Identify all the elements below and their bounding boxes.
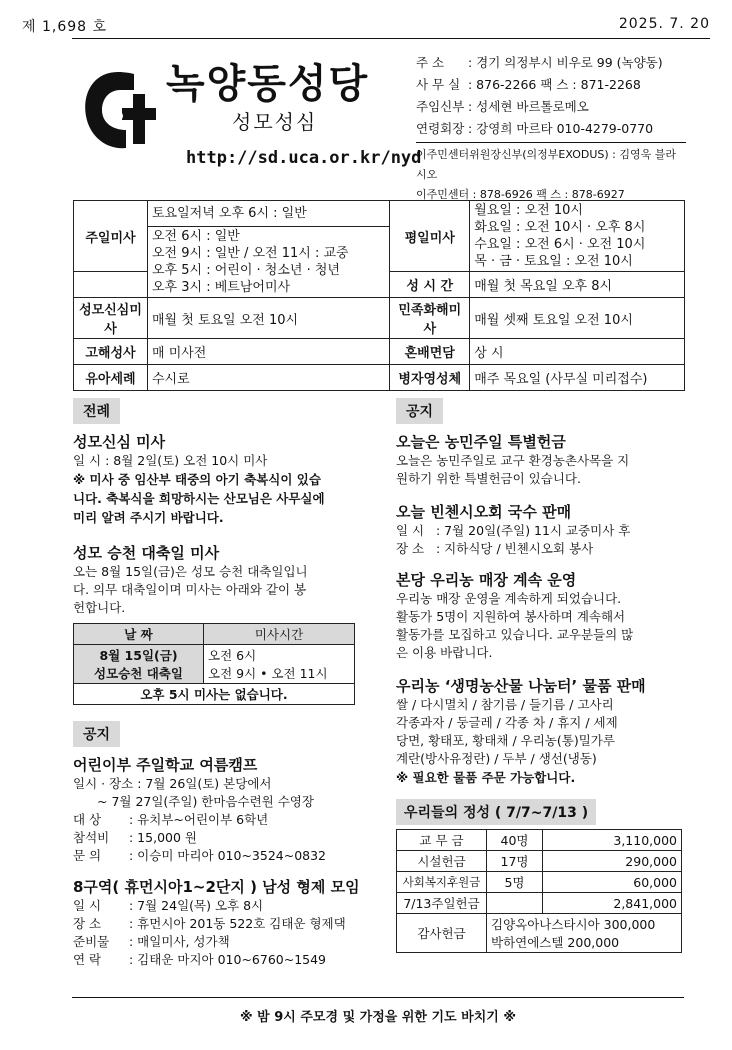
confession-value: 매 미사전 xyxy=(148,339,390,365)
men-meeting-title: 8구역( 휴먼시아1~2단지 ) 남성 형제 모임 xyxy=(73,878,360,896)
camp-contact: 문 의 : 이승미 마리아 010~3524~0832 xyxy=(73,848,327,863)
parish-subtitle: 성모성심 xyxy=(232,110,318,134)
info-office: 사 무 실 : 876-2266 팩 스 : 871-2268 xyxy=(416,77,641,92)
farmers-text: 오늘은 농민주일로 교구 환경농촌사목을 지 xyxy=(396,453,630,468)
thanks-donor: 박하연에스텔 200,000 xyxy=(491,935,620,950)
nation-value: 매월 셋째 토요일 오전 10시 xyxy=(470,298,685,339)
thanks-label: 감사헌금 xyxy=(397,914,487,953)
sacred-heart-mass-time: 일 시 : 8월 2일(토) 오전 10시 미사 xyxy=(73,453,268,468)
no-evening-mass-note: 오후 5시 미사는 없습니다. xyxy=(74,684,355,705)
baptism-label: 유아세례 xyxy=(74,365,148,391)
noodle-place: 장 소 : 지하식당 / 빈첸시오회 봉사 xyxy=(396,541,594,556)
offering-table xyxy=(396,829,682,953)
notice-tag-left: 공지 xyxy=(73,721,120,747)
woori-store-title: 본당 우리농 매장 계속 운영 xyxy=(396,571,577,589)
offering-row xyxy=(397,914,682,953)
website-link[interactable]: http://sd.uca.or.kr/nyd xyxy=(186,148,422,168)
sacred-heart-value: 매월 첫 토요일 오전 10시 xyxy=(148,298,390,339)
sunday-line: 오후 5시 : 어린이 · 청소년 · 청년 xyxy=(152,263,340,278)
footer-prayer: ※ 밤 9시 주모경 및 가정을 위한 기도 바치기 ※ xyxy=(72,997,684,1025)
mass-time: 오전 9시 • 오전 11시 xyxy=(208,666,328,681)
camp-fee: 참석비 : 15,000 원 xyxy=(73,830,197,845)
holy-hour-label: 성 시 간 xyxy=(390,272,470,298)
offering-row: 교 무 금 40명 3,110,000 xyxy=(397,830,682,851)
meeting-time: 일 시 : 7월 24일(목) 오후 8시 xyxy=(73,898,264,913)
info-funeral-head: 연령회장 : 강영희 마르타 010-4279-0770 xyxy=(416,121,654,136)
marriage-value: 상 시 xyxy=(470,339,685,365)
parish-logo-icon xyxy=(78,64,158,154)
mass-schedule-table xyxy=(73,200,685,391)
store-text: 은 이용 바랍니다. xyxy=(396,645,493,660)
assumption-mass-table xyxy=(73,623,355,705)
store-text: 활동가 5명이 지원하여 봉사하며 계속해서 xyxy=(396,609,626,624)
baptism-value: 수시로 xyxy=(148,365,390,391)
top-divider xyxy=(72,38,710,39)
mass-time: 오전 6시 xyxy=(208,648,257,663)
migrant-phone: 이주민센터 : 878-6926 팩 스 : 878-6927 xyxy=(416,188,625,201)
migrant-director: 이주민센터위원장신부(의정부EXODUS) : 김영욱 블라시오 xyxy=(416,148,676,181)
thanks-donor: 김양옥아나스타시아 300,000 xyxy=(491,917,656,932)
contact-info xyxy=(416,52,663,140)
noodle-sale-title: 오늘 빈첸시오회 국수 판매 xyxy=(396,503,572,521)
issue-date: 2025. 7. 20 xyxy=(618,16,710,32)
store-text: 우리농 매장 운영을 계속하게 되었습니다. xyxy=(396,591,622,606)
farmers-text: 원하기 위한 특별헌금이 있습니다. xyxy=(396,471,581,486)
info-address: 주 소 : 경기 의정부시 비우로 99 (녹양동) xyxy=(416,55,663,70)
weekday-line: 화요일 : 오전 10시 · 오후 8시 xyxy=(474,220,646,235)
right-column xyxy=(396,398,686,953)
offering-row: 7/13주일헌금 2,841,000 xyxy=(397,893,682,914)
store-text: 활동가를 모집하고 있습니다. 교우분들의 많 xyxy=(396,627,634,642)
summer-camp-title: 어린이부 주일학교 여름캠프 xyxy=(73,756,258,774)
produce-list: 각종과자 / 둥글레 / 각종 차 / 휴지 / 세제 xyxy=(396,715,618,730)
parish-name: 녹양동성당 xyxy=(166,61,370,107)
blessing-note: 미리 알려 주시기 바랍니다. xyxy=(73,510,224,525)
produce-list: 계란(방사유정란) / 두부 / 생선(냉동) xyxy=(396,751,597,766)
sunday-line: 오전 9시 : 일반 / 오전 11시 : 교중 xyxy=(152,246,349,261)
offering-row: 사회복지후원금 5명 60,000 xyxy=(397,872,682,893)
offering-row: 시설헌금 17명 290,000 xyxy=(397,851,682,872)
produce-list: 쌀 / 다시멸치 / 참기름 / 들기름 / 고사리 xyxy=(396,697,614,712)
farmers-sunday-title: 오늘은 농민주일 특별헌금 xyxy=(396,433,566,451)
mass-feast: 성모승천 대축일 xyxy=(94,666,183,681)
blessing-note: ※ 미사 중 임산부 태중의 아기 축복식이 있습 xyxy=(73,472,321,487)
liturgy-tag: 전례 xyxy=(73,398,120,424)
camp-schedule: ~ 7월 27일(주일) 한마음수련원 수영장 xyxy=(97,794,314,809)
sunday-line: 오전 6시 : 일반 xyxy=(152,229,240,244)
info-pastor: 주임신부 : 성세현 바르톨로메오 xyxy=(416,99,589,114)
assumption-mass-title: 성모 승천 대축일 미사 xyxy=(73,544,220,562)
marriage-label: 혼배면담 xyxy=(390,339,470,365)
sunday-line: 오후 3시 : 베트남어미사 xyxy=(152,280,291,295)
noodle-time: 일 시 : 7월 20일(주일) 11시 교중미사 후 xyxy=(396,523,631,538)
anointing-label: 병자영성체 xyxy=(390,365,470,391)
weekday-line: 목 · 금 · 토요일 : 오전 10시 xyxy=(474,254,633,269)
offering-title: 우리들의 정성 ( 7/7~7/13 ) xyxy=(396,799,596,825)
migrant-center-info xyxy=(416,142,686,205)
sacred-heart-label: 성모신심미사 xyxy=(74,298,148,339)
saturday-evening-mass: 토요일저녁 오후 6시 : 일반 xyxy=(152,206,307,221)
left-column xyxy=(73,398,365,969)
assumption-text: 헌합니다. xyxy=(73,600,126,615)
sunday-mass-label: 주일미사 xyxy=(74,201,148,272)
blessing-note: 니다. 축복식을 희망하시는 산모님은 사무실에 xyxy=(73,491,325,506)
holy-hour-value: 매월 첫 목요일 오후 8시 xyxy=(470,272,685,298)
produce-sale-title: 우리농 ‘생명농산물 나눔터’ 물품 판매 xyxy=(396,677,646,695)
nation-label: 민족화해미사 xyxy=(390,298,470,339)
meeting-place: 장 소 : 휴먼시아 201동 522호 김태운 형제댁 xyxy=(73,916,346,931)
meeting-contact: 연 락 : 김태운 마지아 010~6760~1549 xyxy=(73,952,327,967)
notice-tag-right: 공지 xyxy=(396,398,443,424)
camp-target: 대 상 : 유치부~어린이부 6학년 xyxy=(73,812,269,827)
date-header: 날 짜 xyxy=(74,624,204,645)
assumption-text: 오는 8월 15일(금)은 성모 승천 대축일입니 xyxy=(73,564,308,579)
order-note: ※ 필요한 물품 주문 가능합니다. xyxy=(396,770,576,785)
camp-schedule: 일시 · 장소 : 7월 26일(토) 본당에서 xyxy=(73,776,272,791)
meeting-items: 준비물 : 매일미사, 성가책 xyxy=(73,934,230,949)
weekday-line: 수요일 : 오전 6시 · 오전 10시 xyxy=(474,237,646,252)
weekday-line: 월요일 : 오전 10시 xyxy=(474,203,583,218)
weekday-mass-label: 평일미사 xyxy=(390,201,470,272)
assumption-text: 다. 의무 대축일이며 미사는 아래와 같이 봉 xyxy=(73,582,307,597)
confession-label: 고해성사 xyxy=(74,339,148,365)
sacred-heart-mass-title: 성모신심 미사 xyxy=(73,433,166,451)
anointing-value: 매주 목요일 (사무실 미리접수) xyxy=(470,365,685,391)
mass-date: 8월 15일(금) xyxy=(99,648,178,663)
time-header: 미사시간 xyxy=(204,624,355,645)
produce-list: 당면, 황태포, 황태채 / 우리농(통)밀가루 xyxy=(396,733,615,748)
issue-number: 제 1,698 호 xyxy=(22,19,108,35)
